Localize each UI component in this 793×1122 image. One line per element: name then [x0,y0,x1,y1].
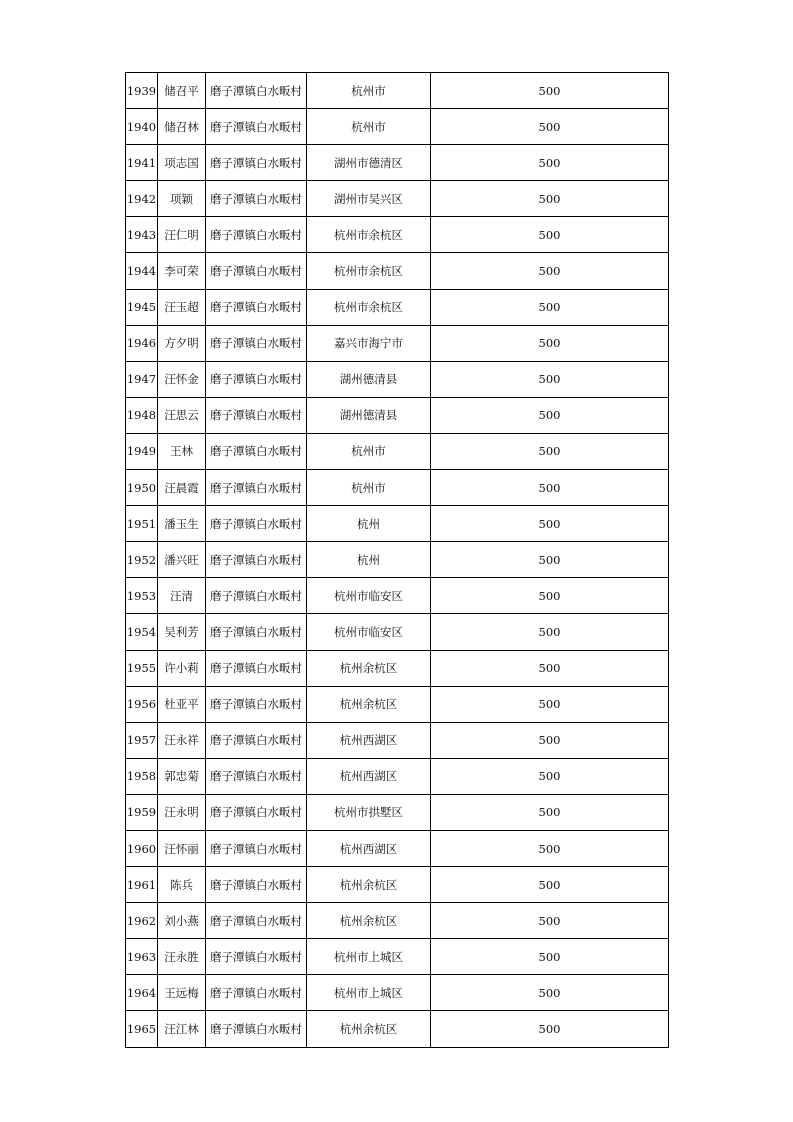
village-cell: 磨子潭镇白水畈村 [206,650,307,686]
amount-cell: 500 [431,1011,669,1047]
table-row [126,542,669,578]
name-cell: 储召林 [158,109,206,145]
village-cell: 磨子潭镇白水畈村 [206,397,307,433]
name-cell: 郭忠菊 [158,758,206,794]
village-cell: 磨子潭镇白水畈村 [206,253,307,289]
village-cell: 磨子潭镇白水畈村 [206,506,307,542]
village-cell: 磨子潭镇白水畈村 [206,975,307,1011]
row-number-cell: 1957 [126,722,158,758]
village-cell: 磨子潭镇白水畈村 [206,903,307,939]
table-row [126,867,669,903]
amount-cell: 500 [431,109,669,145]
amount-cell: 500 [431,289,669,325]
name-cell: 刘小燕 [158,903,206,939]
table-row [126,470,669,506]
address-cell: 杭州市余杭区 [307,217,431,253]
address-cell: 杭州市 [307,470,431,506]
village-cell: 磨子潭镇白水畈村 [206,830,307,866]
name-cell: 汪思云 [158,397,206,433]
village-cell: 磨子潭镇白水畈村 [206,722,307,758]
name-cell: 潘兴旺 [158,542,206,578]
amount-cell: 500 [431,722,669,758]
row-number-cell: 1964 [126,975,158,1011]
amount-cell: 500 [431,181,669,217]
address-cell: 湖州市德清区 [307,145,431,181]
address-cell: 杭州市余杭区 [307,289,431,325]
table-row [126,650,669,686]
row-number-cell: 1963 [126,939,158,975]
amount-cell: 500 [431,361,669,397]
table-row [126,578,669,614]
row-number-cell: 1941 [126,145,158,181]
village-cell: 磨子潭镇白水畈村 [206,614,307,650]
amount-cell: 500 [431,73,669,109]
amount-cell: 500 [431,506,669,542]
address-cell: 杭州余杭区 [307,1011,431,1047]
row-number-cell: 1945 [126,289,158,325]
row-number-cell: 1951 [126,506,158,542]
amount-cell: 500 [431,578,669,614]
amount-cell: 500 [431,470,669,506]
row-number-cell: 1950 [126,470,158,506]
amount-cell: 500 [431,542,669,578]
table-row [126,73,669,109]
table-row [126,181,669,217]
row-number-cell: 1953 [126,578,158,614]
name-cell: 汪仁明 [158,217,206,253]
row-number-cell: 1954 [126,614,158,650]
address-cell: 湖州德清县 [307,361,431,397]
row-number-cell: 1962 [126,903,158,939]
address-cell: 杭州市 [307,109,431,145]
name-cell: 汪玉超 [158,289,206,325]
amount-cell: 500 [431,794,669,830]
row-number-cell: 1958 [126,758,158,794]
amount-cell: 500 [431,939,669,975]
row-number-cell: 1947 [126,361,158,397]
row-number-cell: 1944 [126,253,158,289]
table-row [126,253,669,289]
name-cell: 汪江林 [158,1011,206,1047]
name-cell: 方夕明 [158,325,206,361]
amount-cell: 500 [431,325,669,361]
table-row [126,109,669,145]
row-number-cell: 1948 [126,397,158,433]
row-number-cell: 1959 [126,794,158,830]
table-row [126,1011,669,1047]
amount-cell: 500 [431,903,669,939]
name-cell: 李可荣 [158,253,206,289]
row-number-cell: 1946 [126,325,158,361]
address-cell: 嘉兴市海宁市 [307,325,431,361]
row-number-cell: 1961 [126,867,158,903]
address-cell: 杭州市 [307,433,431,469]
name-cell: 汪晨霞 [158,470,206,506]
address-cell: 杭州市余杭区 [307,253,431,289]
table-row [126,830,669,866]
row-number-cell: 1949 [126,433,158,469]
village-cell: 磨子潭镇白水畈村 [206,470,307,506]
address-cell: 杭州市 [307,73,431,109]
village-cell: 磨子潭镇白水畈村 [206,867,307,903]
address-cell: 杭州 [307,542,431,578]
amount-cell: 500 [431,758,669,794]
table-row [126,614,669,650]
amount-cell: 500 [431,145,669,181]
village-cell: 磨子潭镇白水畈村 [206,145,307,181]
village-cell: 磨子潭镇白水畈村 [206,542,307,578]
table-row [126,217,669,253]
name-cell: 潘玉生 [158,506,206,542]
address-cell: 杭州西湖区 [307,830,431,866]
address-cell: 杭州市临安区 [307,614,431,650]
amount-cell: 500 [431,686,669,722]
table-row [126,325,669,361]
amount-cell: 500 [431,253,669,289]
row-number-cell: 1943 [126,217,158,253]
table-row [126,939,669,975]
name-cell: 项志国 [158,145,206,181]
table-row [126,361,669,397]
name-cell: 汪永祥 [158,722,206,758]
row-number-cell: 1956 [126,686,158,722]
table-row [126,975,669,1011]
row-number-cell: 1939 [126,73,158,109]
row-number-cell: 1952 [126,542,158,578]
amount-cell: 500 [431,217,669,253]
table-row [126,289,669,325]
village-cell: 磨子潭镇白水畈村 [206,73,307,109]
table-row [126,722,669,758]
table-row [126,794,669,830]
amount-cell: 500 [431,830,669,866]
table-row [126,686,669,722]
row-number-cell: 1940 [126,109,158,145]
amount-cell: 500 [431,433,669,469]
name-cell: 许小莉 [158,650,206,686]
village-cell: 磨子潭镇白水畈村 [206,433,307,469]
name-cell: 杜亚平 [158,686,206,722]
table-row [126,397,669,433]
address-cell: 杭州余杭区 [307,650,431,686]
table-body [126,73,669,1048]
amount-cell: 500 [431,975,669,1011]
table-row [126,145,669,181]
address-cell: 湖州德清县 [307,397,431,433]
name-cell: 项颖 [158,181,206,217]
village-cell: 磨子潭镇白水畈村 [206,686,307,722]
village-cell: 磨子潭镇白水畈村 [206,939,307,975]
row-number-cell: 1960 [126,830,158,866]
address-cell: 杭州余杭区 [307,903,431,939]
village-cell: 磨子潭镇白水畈村 [206,289,307,325]
data-table [125,72,669,1048]
name-cell: 汪怀丽 [158,830,206,866]
row-number-cell: 1955 [126,650,158,686]
name-cell: 王远梅 [158,975,206,1011]
address-cell: 杭州市拱墅区 [307,794,431,830]
name-cell: 汪永胜 [158,939,206,975]
name-cell: 王林 [158,433,206,469]
address-cell: 湖州市吴兴区 [307,181,431,217]
name-cell: 汪清 [158,578,206,614]
name-cell: 储召平 [158,73,206,109]
address-cell: 杭州余杭区 [307,867,431,903]
amount-cell: 500 [431,867,669,903]
address-cell: 杭州西湖区 [307,758,431,794]
village-cell: 磨子潭镇白水畈村 [206,361,307,397]
village-cell: 磨子潭镇白水畈村 [206,1011,307,1047]
amount-cell: 500 [431,614,669,650]
address-cell: 杭州余杭区 [307,686,431,722]
table-row [126,506,669,542]
table-row [126,433,669,469]
village-cell: 磨子潭镇白水畈村 [206,794,307,830]
village-cell: 磨子潭镇白水畈村 [206,578,307,614]
row-number-cell: 1942 [126,181,158,217]
address-cell: 杭州市临安区 [307,578,431,614]
table-row [126,758,669,794]
village-cell: 磨子潭镇白水畈村 [206,181,307,217]
village-cell: 磨子潭镇白水畈村 [206,109,307,145]
village-cell: 磨子潭镇白水畈村 [206,758,307,794]
address-cell: 杭州西湖区 [307,722,431,758]
village-cell: 磨子潭镇白水畈村 [206,217,307,253]
village-cell: 磨子潭镇白水畈村 [206,325,307,361]
address-cell: 杭州市上城区 [307,975,431,1011]
amount-cell: 500 [431,397,669,433]
name-cell: 汪怀金 [158,361,206,397]
table-row [126,903,669,939]
name-cell: 吴利芳 [158,614,206,650]
address-cell: 杭州市上城区 [307,939,431,975]
row-number-cell: 1965 [126,1011,158,1047]
amount-cell: 500 [431,650,669,686]
address-cell: 杭州 [307,506,431,542]
name-cell: 汪永明 [158,794,206,830]
name-cell: 陈兵 [158,867,206,903]
